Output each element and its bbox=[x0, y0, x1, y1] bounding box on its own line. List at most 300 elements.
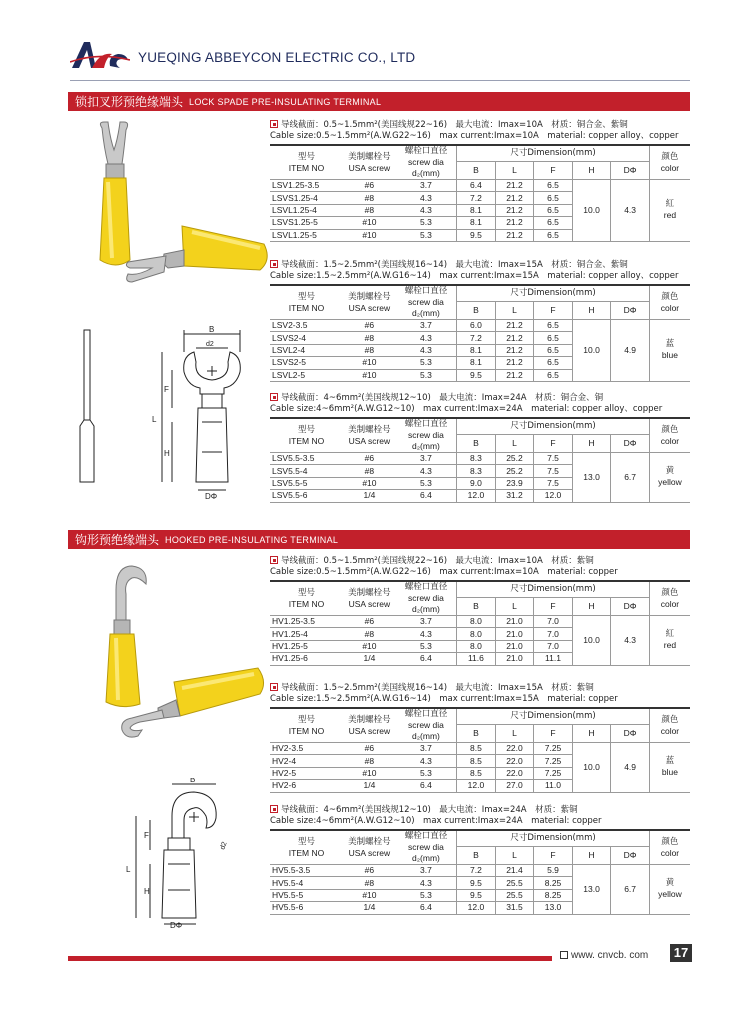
spec-text bbox=[270, 393, 690, 414]
cell: LSV5.5-5 bbox=[270, 477, 343, 489]
cell: 8.1 bbox=[457, 344, 496, 356]
table-row bbox=[270, 180, 690, 192]
cell: 1/4 bbox=[343, 902, 396, 914]
cell: 5.3 bbox=[396, 477, 457, 489]
cell: 21.2 bbox=[495, 217, 534, 229]
cell: LSV2-3.5 bbox=[270, 320, 343, 332]
spec-en: Cable size:1.5~2.5mm²(A.W.G16~14) max current:Imax=15A material: copper alloy、copper bbox=[270, 270, 679, 281]
cell: 21.2 bbox=[495, 320, 534, 332]
header-col-F: F bbox=[534, 598, 573, 616]
cell: 4.3 bbox=[396, 192, 457, 204]
cell: #8 bbox=[343, 755, 396, 767]
cell: 6.4 bbox=[396, 902, 457, 914]
section-title-en: HOOKED PRE-INSULATING TERMINAL bbox=[165, 534, 339, 545]
header-col-H: H bbox=[572, 435, 611, 453]
cell: 6.5 bbox=[534, 332, 573, 344]
cell: LSV5.5-4 bbox=[270, 465, 343, 477]
cell: 7.0 bbox=[534, 628, 573, 640]
spec-group bbox=[270, 556, 690, 666]
table-row bbox=[270, 320, 690, 332]
cell: 1/4 bbox=[343, 490, 396, 502]
cell: #10 bbox=[343, 369, 396, 381]
cell: 7.2 bbox=[457, 865, 496, 877]
header-dia: 螺栓口直径 screw dia d₂(mm) bbox=[396, 581, 457, 616]
page-number: 17 bbox=[670, 944, 692, 962]
header-dimension: 尺寸Dimension(mm) bbox=[457, 285, 650, 302]
cell: 6.4 bbox=[457, 180, 496, 192]
cell: 4.3 bbox=[396, 204, 457, 216]
cell: #8 bbox=[343, 344, 396, 356]
cell: LSV5.5-6 bbox=[270, 490, 343, 502]
cell-D: 6.7 bbox=[611, 865, 650, 915]
cell: #6 bbox=[343, 453, 396, 465]
header-col-H: H bbox=[572, 598, 611, 616]
hooked-diagram bbox=[110, 778, 260, 928]
cell: 12.0 bbox=[534, 490, 573, 502]
cell: 31.5 bbox=[495, 902, 534, 914]
cell: 4.3 bbox=[396, 755, 457, 767]
cell: 5.3 bbox=[396, 217, 457, 229]
cell: 4.3 bbox=[396, 628, 457, 640]
cell: 9.5 bbox=[457, 877, 496, 889]
header-col-B: B bbox=[457, 435, 496, 453]
header-col-H: H bbox=[572, 725, 611, 743]
cell-D: 4.9 bbox=[611, 743, 650, 793]
cell: 21.2 bbox=[495, 344, 534, 356]
dim-label-D: DΦ bbox=[170, 921, 183, 928]
cell: 5.3 bbox=[396, 767, 457, 779]
spec-group bbox=[270, 120, 690, 242]
cell: 6.5 bbox=[534, 229, 573, 241]
dim-label-d2: d2 bbox=[206, 341, 214, 348]
page-header bbox=[70, 38, 710, 78]
cell: LSVL2-4 bbox=[270, 344, 343, 356]
header-dimension: 尺寸Dimension(mm) bbox=[457, 708, 650, 725]
company-logo bbox=[70, 38, 130, 72]
cell: HV5.5-4 bbox=[270, 877, 343, 889]
spec-text bbox=[270, 805, 690, 826]
spec-table bbox=[270, 284, 690, 382]
footer-url[interactable] bbox=[560, 950, 648, 961]
cell: LSVS1.25-5 bbox=[270, 217, 343, 229]
section-title-en: LOCK SPADE PRE-INSULATING TERMINAL bbox=[189, 96, 382, 107]
header-item: 型号 ITEM NO bbox=[270, 418, 343, 453]
cell: LSVS2-4 bbox=[270, 332, 343, 344]
cell: 8.25 bbox=[534, 877, 573, 889]
cell: 21.2 bbox=[495, 369, 534, 381]
cell: 21.0 bbox=[495, 628, 534, 640]
header-col-H: H bbox=[572, 162, 611, 180]
cell: 1/4 bbox=[343, 653, 396, 665]
spec-en: Cable size:1.5~2.5mm²(A.W.G16~14) max current:Imax=15A material: copper bbox=[270, 693, 618, 704]
header-dia: 螺栓口直径 screw dia d₂(mm) bbox=[396, 708, 457, 743]
header-dimension: 尺寸Dimension(mm) bbox=[457, 830, 650, 847]
cell: 8.5 bbox=[457, 743, 496, 755]
cell: #10 bbox=[343, 217, 396, 229]
footer-bar bbox=[68, 956, 552, 961]
cell: 8.1 bbox=[457, 217, 496, 229]
spec-group bbox=[270, 683, 690, 793]
cell: 31.2 bbox=[495, 490, 534, 502]
cell: 6.5 bbox=[534, 320, 573, 332]
cell: 4.3 bbox=[396, 877, 457, 889]
cell: 11.0 bbox=[534, 780, 573, 792]
spec-text bbox=[270, 556, 690, 577]
cell: 21.0 bbox=[495, 616, 534, 628]
spec-en: Cable size:4~6mm²(A.W.G12~10) max current:Imax=24A material: copper bbox=[270, 815, 602, 826]
header-screw: 美制螺栓号 USA screw bbox=[343, 581, 396, 616]
dim-label-D: DΦ bbox=[205, 492, 218, 501]
cell: 7.25 bbox=[534, 743, 573, 755]
cell: 7.5 bbox=[534, 465, 573, 477]
cell: 21.0 bbox=[495, 640, 534, 652]
cell: LSVL1.25-4 bbox=[270, 204, 343, 216]
bullet-icon bbox=[270, 260, 278, 268]
cell: 6.5 bbox=[534, 204, 573, 216]
spec-cn: 导线截面：0.5~1.5mm²(美国线规22~16) 最大电流：Imax=10A 材质：铜合金、紫铜 bbox=[281, 120, 628, 130]
header-col-L: L bbox=[495, 162, 534, 180]
cell: HV5.5-6 bbox=[270, 902, 343, 914]
header-col-DΦ: DΦ bbox=[611, 598, 650, 616]
header-dia: 螺栓口直径 screw dia d₂(mm) bbox=[396, 830, 457, 865]
header-item: 型号 ITEM NO bbox=[270, 830, 343, 865]
cell: 13.0 bbox=[534, 902, 573, 914]
cell: #10 bbox=[343, 477, 396, 489]
cell: LSV5.5-3.5 bbox=[270, 453, 343, 465]
cell: 5.9 bbox=[534, 865, 573, 877]
cell: 8.5 bbox=[457, 755, 496, 767]
cell: 9.5 bbox=[457, 229, 496, 241]
header-col-H: H bbox=[572, 302, 611, 320]
cell: 8.5 bbox=[457, 767, 496, 779]
cell-H: 10.0 bbox=[572, 180, 611, 242]
header-screw: 美制螺栓号 USA screw bbox=[343, 830, 396, 865]
cell: 4.3 bbox=[396, 332, 457, 344]
cell: #8 bbox=[343, 628, 396, 640]
cell: 8.3 bbox=[457, 465, 496, 477]
cell: 12.0 bbox=[457, 780, 496, 792]
spec-text bbox=[270, 683, 690, 704]
header-dimension: 尺寸Dimension(mm) bbox=[457, 145, 650, 162]
cell: 6.4 bbox=[396, 780, 457, 792]
cell: 3.7 bbox=[396, 743, 457, 755]
header-dimension: 尺寸Dimension(mm) bbox=[457, 418, 650, 435]
cell: 11.6 bbox=[457, 653, 496, 665]
cell: #6 bbox=[343, 616, 396, 628]
cell: #10 bbox=[343, 357, 396, 369]
cell: 5.3 bbox=[396, 889, 457, 901]
spec-table bbox=[270, 829, 690, 915]
cell-D: 4.3 bbox=[611, 180, 650, 242]
cell: 6.4 bbox=[396, 653, 457, 665]
cell: 9.5 bbox=[457, 369, 496, 381]
dim-label-B: B bbox=[190, 778, 196, 784]
cell: 8.1 bbox=[457, 204, 496, 216]
header-col-F: F bbox=[534, 162, 573, 180]
cell: 9.0 bbox=[457, 477, 496, 489]
header-dimension: 尺寸Dimension(mm) bbox=[457, 581, 650, 598]
cell: 7.0 bbox=[534, 640, 573, 652]
cell: HV1.25-5 bbox=[270, 640, 343, 652]
cell-color: 蓝 blue bbox=[649, 743, 690, 793]
cell: HV5.5-5 bbox=[270, 889, 343, 901]
dim-label-d2: d2 bbox=[219, 840, 229, 851]
cell: 22.0 bbox=[495, 743, 534, 755]
spec-en: Cable size:0.5~1.5mm²(A.W.G22~16) max current:Imax=10A material: copper bbox=[270, 566, 618, 577]
dim-label-F: F bbox=[164, 385, 169, 394]
header-col-DΦ: DΦ bbox=[611, 302, 650, 320]
cell: LSVS1.25-4 bbox=[270, 192, 343, 204]
header-col-F: F bbox=[534, 847, 573, 865]
cell: #8 bbox=[343, 192, 396, 204]
cell-color: 蓝 blue bbox=[649, 320, 690, 382]
cell: 6.5 bbox=[534, 344, 573, 356]
spec-cn: 导线截面：0.5~1.5mm²(美国线规22~16) 最大电流：Imax=10A 材质：紫铜 bbox=[281, 556, 594, 566]
section-lock-spade-header bbox=[68, 92, 690, 111]
dim-label-H: H bbox=[144, 887, 150, 896]
header-col-F: F bbox=[534, 725, 573, 743]
cell: #10 bbox=[343, 229, 396, 241]
cell: 3.7 bbox=[396, 616, 457, 628]
header-col-F: F bbox=[534, 435, 573, 453]
cell: #8 bbox=[343, 465, 396, 477]
header-item: 型号 ITEM NO bbox=[270, 581, 343, 616]
bullet-icon bbox=[270, 120, 278, 128]
spec-table bbox=[270, 417, 690, 503]
bullet-icon bbox=[270, 556, 278, 564]
header-screw: 美制螺栓号 USA screw bbox=[343, 145, 396, 180]
cell: 7.2 bbox=[457, 332, 496, 344]
cell: 5.3 bbox=[396, 640, 457, 652]
cell: #8 bbox=[343, 204, 396, 216]
cell: 5.3 bbox=[396, 369, 457, 381]
cell: #10 bbox=[343, 767, 396, 779]
dim-label-F: F bbox=[144, 831, 149, 840]
header-color: 颜色 color bbox=[649, 145, 690, 180]
cell: 12.0 bbox=[457, 902, 496, 914]
cell: LSV1.25-3.5 bbox=[270, 180, 343, 192]
cell: 3.7 bbox=[396, 180, 457, 192]
cell: HV5.5-3.5 bbox=[270, 865, 343, 877]
header-col-B: B bbox=[457, 725, 496, 743]
cell: HV2-5 bbox=[270, 767, 343, 779]
cell: 8.0 bbox=[457, 628, 496, 640]
cell-H: 13.0 bbox=[572, 453, 611, 503]
cell: 9.5 bbox=[457, 889, 496, 901]
cell: 21.0 bbox=[495, 653, 534, 665]
spec-cn: 导线截面：1.5~2.5mm²(美国线规16~14) 最大电流：Imax=15A 材质：铜合金、紫铜 bbox=[281, 260, 628, 270]
dim-label-L: L bbox=[126, 865, 131, 874]
cell: 21.2 bbox=[495, 180, 534, 192]
cell-H: 13.0 bbox=[572, 865, 611, 915]
cell-color: 黄 yellow bbox=[649, 865, 690, 915]
cell-H: 10.0 bbox=[572, 320, 611, 382]
cell: #6 bbox=[343, 180, 396, 192]
header-color: 颜色 color bbox=[649, 285, 690, 320]
bullet-icon bbox=[270, 805, 278, 813]
header-col-DΦ: DΦ bbox=[611, 847, 650, 865]
cell: 5.3 bbox=[396, 357, 457, 369]
header-col-DΦ: DΦ bbox=[611, 725, 650, 743]
cell-H: 10.0 bbox=[572, 743, 611, 793]
header-screw: 美制螺栓号 USA screw bbox=[343, 418, 396, 453]
cell: 21.2 bbox=[495, 357, 534, 369]
cell: 25.2 bbox=[495, 453, 534, 465]
cell-D: 4.9 bbox=[611, 320, 650, 382]
header-col-DΦ: DΦ bbox=[611, 435, 650, 453]
cell: 21.2 bbox=[495, 204, 534, 216]
header-col-DΦ: DΦ bbox=[611, 162, 650, 180]
cell: 8.3 bbox=[457, 453, 496, 465]
header-dia: 螺栓口直径 screw dia d₂(mm) bbox=[396, 418, 457, 453]
bullet-icon bbox=[270, 393, 278, 401]
cell: 6.5 bbox=[534, 192, 573, 204]
spec-group bbox=[270, 805, 690, 915]
cell: 22.0 bbox=[495, 767, 534, 779]
spec-text bbox=[270, 120, 690, 141]
cell: 22.0 bbox=[495, 755, 534, 767]
header-color: 颜色 color bbox=[649, 418, 690, 453]
cell: 4.3 bbox=[396, 465, 457, 477]
header-col-L: L bbox=[495, 725, 534, 743]
header-col-B: B bbox=[457, 847, 496, 865]
cell: #8 bbox=[343, 332, 396, 344]
cell: 21.2 bbox=[495, 332, 534, 344]
lock-spade-diagram bbox=[78, 322, 258, 502]
spec-table bbox=[270, 707, 690, 793]
cell: 23.9 bbox=[495, 477, 534, 489]
header-item: 型号 ITEM NO bbox=[270, 708, 343, 743]
cell: HV1.25-4 bbox=[270, 628, 343, 640]
header-color: 颜色 color bbox=[649, 830, 690, 865]
spec-table bbox=[270, 144, 690, 242]
header-screw: 美制螺栓号 USA screw bbox=[343, 285, 396, 320]
cell: 6.4 bbox=[396, 490, 457, 502]
cell: LSVL2-5 bbox=[270, 369, 343, 381]
cell-color: 黄 yellow bbox=[649, 453, 690, 503]
cell: 6.5 bbox=[534, 180, 573, 192]
cell: 25.2 bbox=[495, 465, 534, 477]
cell: 6.5 bbox=[534, 357, 573, 369]
cell: #6 bbox=[343, 865, 396, 877]
cell-D: 6.7 bbox=[611, 453, 650, 503]
cell: HV1.25-3.5 bbox=[270, 616, 343, 628]
cell: 3.7 bbox=[396, 320, 457, 332]
header-screw: 美制螺栓号 USA screw bbox=[343, 708, 396, 743]
lock-spade-photo-2 bbox=[122, 210, 272, 300]
cell: 8.1 bbox=[457, 357, 496, 369]
header-item: 型号 ITEM NO bbox=[270, 285, 343, 320]
header-col-B: B bbox=[457, 598, 496, 616]
cell: 8.25 bbox=[534, 889, 573, 901]
cell: 8.0 bbox=[457, 616, 496, 628]
cell-H: 10.0 bbox=[572, 616, 611, 666]
cell: 12.0 bbox=[457, 490, 496, 502]
table-row bbox=[270, 453, 690, 465]
section-title-cn: 钩形预绝缘端头 bbox=[75, 533, 160, 547]
cell-color: 紅 red bbox=[649, 616, 690, 666]
header-dia: 螺栓口直径 screw dia d₂(mm) bbox=[396, 145, 457, 180]
header-col-B: B bbox=[457, 162, 496, 180]
cell: 7.2 bbox=[457, 192, 496, 204]
cell: 4.3 bbox=[396, 344, 457, 356]
globe-icon bbox=[560, 951, 568, 959]
cell: #6 bbox=[343, 743, 396, 755]
spec-text bbox=[270, 260, 690, 281]
company-name: YUEQING ABBEYCON ELECTRIC CO., LTD bbox=[138, 50, 416, 65]
spec-en: Cable size:4~6mm²(A.W.G12~10) max current:Imax=24A material: copper alloy、copper bbox=[270, 403, 663, 414]
cell: LSVS2-5 bbox=[270, 357, 343, 369]
header-dia: 螺栓口直径 screw dia d₂(mm) bbox=[396, 285, 457, 320]
spec-table bbox=[270, 580, 690, 666]
cell: 1/4 bbox=[343, 780, 396, 792]
cell: 7.0 bbox=[534, 616, 573, 628]
header-col-L: L bbox=[495, 598, 534, 616]
section-hooked-header bbox=[68, 530, 690, 549]
table-row bbox=[270, 743, 690, 755]
cell: 8.0 bbox=[457, 640, 496, 652]
header-col-H: H bbox=[572, 847, 611, 865]
cell: 6.0 bbox=[457, 320, 496, 332]
header-item: 型号 ITEM NO bbox=[270, 145, 343, 180]
spec-cn: 导线截面：4~6mm²(美国线规12~10) 最大电流：Imax=24A 材质：紫铜 bbox=[281, 805, 578, 815]
cell: HV2-4 bbox=[270, 755, 343, 767]
dim-label-B: B bbox=[209, 325, 215, 334]
cell: 25.5 bbox=[495, 889, 534, 901]
spec-cn: 导线截面：1.5~2.5mm²(美国线规16~14) 最大电流：Imax=15A 材质：紫铜 bbox=[281, 683, 594, 693]
cell: 3.7 bbox=[396, 865, 457, 877]
cell: 3.7 bbox=[396, 453, 457, 465]
dim-label-H: H bbox=[164, 449, 170, 458]
spec-group bbox=[270, 260, 690, 382]
cell: 5.3 bbox=[396, 229, 457, 241]
cell: 6.5 bbox=[534, 369, 573, 381]
cell: 27.0 bbox=[495, 780, 534, 792]
cell: 7.25 bbox=[534, 767, 573, 779]
cell: HV2-3.5 bbox=[270, 743, 343, 755]
cell: #10 bbox=[343, 889, 396, 901]
dim-label-L: L bbox=[152, 415, 157, 424]
spec-cn: 导线截面：4~6mm²(美国线规12~10) 最大电流：Imax=24A 材质：铜合金、铜 bbox=[281, 393, 604, 403]
cell: 7.5 bbox=[534, 453, 573, 465]
cell: HV2-6 bbox=[270, 780, 343, 792]
table-row bbox=[270, 616, 690, 628]
cell: 21.4 bbox=[495, 865, 534, 877]
header-col-L: L bbox=[495, 435, 534, 453]
cell: 21.2 bbox=[495, 229, 534, 241]
cell: #6 bbox=[343, 320, 396, 332]
section-title-cn: 锁扣叉形预绝缘端头 bbox=[75, 95, 184, 109]
cell: 6.5 bbox=[534, 217, 573, 229]
header-col-F: F bbox=[534, 302, 573, 320]
cell: 21.2 bbox=[495, 192, 534, 204]
cell: HV1.25-6 bbox=[270, 653, 343, 665]
header-divider bbox=[70, 80, 690, 81]
header-color: 颜色 color bbox=[649, 581, 690, 616]
cell: LSVL1.25-5 bbox=[270, 229, 343, 241]
cell: 25.5 bbox=[495, 877, 534, 889]
table-row bbox=[270, 865, 690, 877]
hooked-photo-2 bbox=[118, 660, 268, 750]
footer-url-text: www. cnvcb. com bbox=[571, 950, 649, 961]
spec-en: Cable size:0.5~1.5mm²(A.W.G22~16) max current:Imax=10A material: copper alloy、copper bbox=[270, 130, 679, 141]
cell: 11.1 bbox=[534, 653, 573, 665]
bullet-icon bbox=[270, 683, 278, 691]
cell: #10 bbox=[343, 640, 396, 652]
cell: 7.5 bbox=[534, 477, 573, 489]
spec-group bbox=[270, 393, 690, 503]
header-col-L: L bbox=[495, 847, 534, 865]
